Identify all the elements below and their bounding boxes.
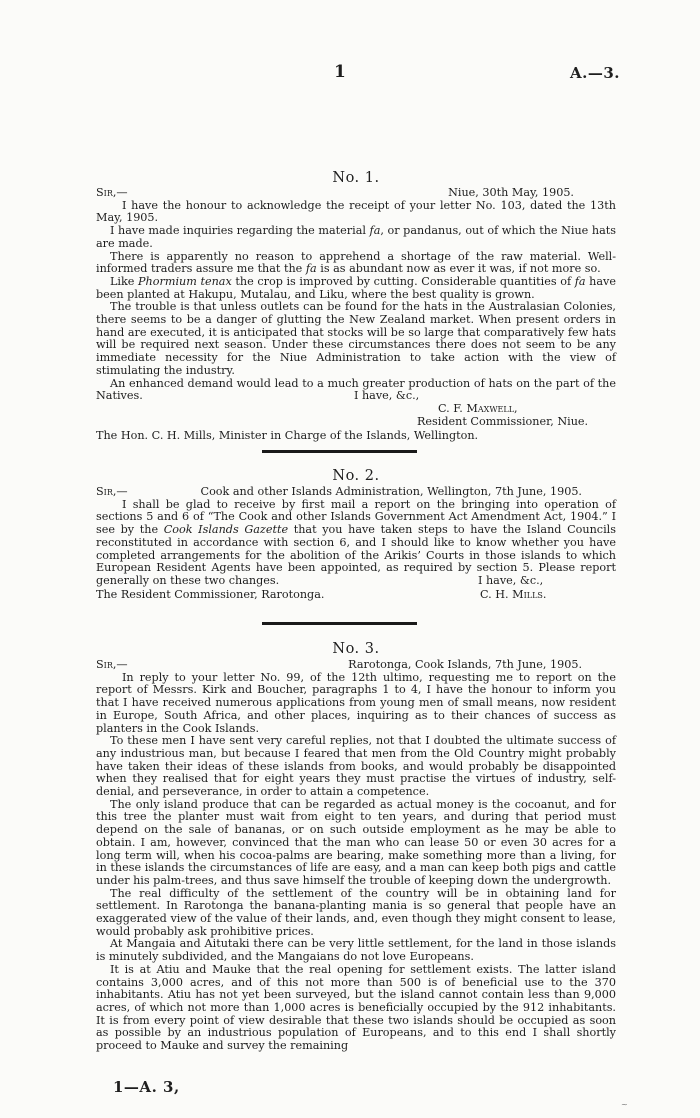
signature: C. H. Mills.: [480, 588, 547, 602]
salutation: Sir,—: [96, 657, 128, 671]
section-rule: [262, 450, 417, 453]
letter-2: [96, 470, 616, 602]
paragraph: To these men I have sent very careful replies, not that I doubted the ultimate success of any industrious man, but because I feared that men from the Old Country might probably have taken their ideas of these islands from books, and would probably be disappointed when they realised that for eight years they must practise the virtues of industry, self-denial, and perseverance, in order to attain a competence.: [96, 734, 616, 799]
paragraph: I have the honour to acknowledge the receipt of your letter No. 103, dated the 13th May, 1905.: [96, 198, 616, 225]
addressee: The Hon. C. H. Mills, Minister in Charge of the Islands, Wellington.: [96, 429, 479, 443]
stray-mark: ~: [621, 1100, 628, 1109]
paragraph: I have made inquiries regarding the material fa, or pandanus, out of which the Niue hats are made.: [96, 224, 617, 250]
paragraph: In reply to your letter No. 99, of the 12th ultimo, requesting me to report on the report of Messrs. Kirk and Boucher, paragraphs 1 to 4, I have the honour to inform you that I have received numerous applications from young men of small means, now resident in Europe, South Africa, and other places, inquiring as to their chances of success as planters in the Cook Islands.: [96, 670, 616, 735]
paragraph: Like Phormium tenax the crop is improved by cutting. Considerable quantities of fa have been planted at Hakupu, Mutalau, and Liku, where the best quality is grown.: [96, 274, 616, 301]
paragraph: It is at Atiu and Mauke that the real opening for settlement exists. The latter island contains 3,000 acres, and of this not more than 500 is of beneficial use to the 370 inhabitants. Atiu has not yet been surveyed, but the island cannot contain less than 9,000 acres, of which not more than 1,000 acres is beneficially occupied by the 912 inhabitants. It is from every point of view desirable that these two islands should be occupied as soon as possible by an industrious population of Europeans, and to this end I shall shortly proceed to Mauke and survey the remaining: [96, 962, 616, 1053]
page-number: 1: [334, 62, 346, 82]
place-date: Cook and other Islands Administration, Wellington, 7th June, 1905.: [200, 484, 582, 498]
closing: I have, &c.,: [354, 389, 420, 403]
salutation: Sir,—: [96, 484, 128, 498]
letter-1: [96, 172, 616, 443]
signature-title: Resident Commissioner, Niue.: [417, 414, 589, 428]
letter-heading: No. 3.: [332, 641, 380, 657]
closing: I have, &c.,: [478, 573, 544, 587]
letter-heading: No. 2.: [332, 468, 380, 484]
letter-3: [96, 643, 616, 1053]
addressee: The Resident Commissioner, Rarotonga.: [96, 588, 325, 602]
paragraph: There is apparently no reason to apprehend a shortage of the raw material. Well-informed traders assure me that the fa is as abundant now as ever it was, if not more so.: [96, 249, 616, 276]
salutation: Sir,—: [96, 185, 128, 199]
paragraph: An enhanced demand would lead to a much greater production of hats on the part of the Natives.: [96, 376, 616, 403]
paragraph: The real difficulty of the settlement of the country will be in obtaining land for settlement. In Rarotonga the banana-planting mania is so general that people have an exaggerated view of the value of their lands, and, even though they might consent to lease, would probably ask prohibitive prices.: [96, 886, 616, 938]
place-date: Niue, 30th May, 1905.: [448, 185, 574, 199]
place-date: Rarotonga, Cook Islands, 7th June, 1905.: [348, 657, 582, 671]
signature: C. F. Maxwell,: [438, 401, 518, 415]
signature-mark: 1—A. 3,: [113, 1078, 180, 1096]
paragraph: I shall be glad to receive by first mail a report on the bringing into operation of sections 5 and 6 of “The Cook and other Islands Government Act Amendment Act, 1904.” I see by the Cook Islands Gazette that you have taken steps to have the Island Councils reconstituted in accordance with section 6, and I should like to know whether you have completed arrangements for the abolition of the Arikis’ Courts in those islands to which European Resident Agents have been appointed, as required by section 5. Please report generally on these two changes.: [96, 497, 616, 587]
paragraph: The only island produce that can be regarded as actual money is the cocoanut, and for this tree the planter must wait from eight to ten years, and during that period must depend on the sale of bananas, or on such outside employment as he may be able to obtain. I am, however, convinced that the man who can lease 50 or even 30 acres for a long term will, when his cocoa-palms are bearing, make something more than a living, for in these islands the circumstances of life are easy, and a man can keep both pigs and cattle under his palm-trees, and thus save himself the trouble of keeping down the undergrowth.: [96, 797, 616, 887]
paragraph: The trouble is that unless outlets can be found for the hats in the Australasian Colonies, there seems to be a danger of glutting the New Zealand market. When present orders in hand are executed, it is anticipated that stocks will be so large that comparatively few hats will be required next season. Under these circumstances there does not seem to be any immediate necessity for the Niue Administration to take action with the view of stimulating the industry.: [96, 300, 616, 377]
paragraph: At Mangaia and Aitutaki there can be very little settlement, for the land in those islands is minutely subdivided, and the Mangaians do not love Europeans.: [96, 937, 616, 964]
paper-reference: A.—3.: [570, 64, 621, 82]
letter-heading: No. 1.: [332, 170, 380, 186]
section-rule: [262, 622, 417, 625]
